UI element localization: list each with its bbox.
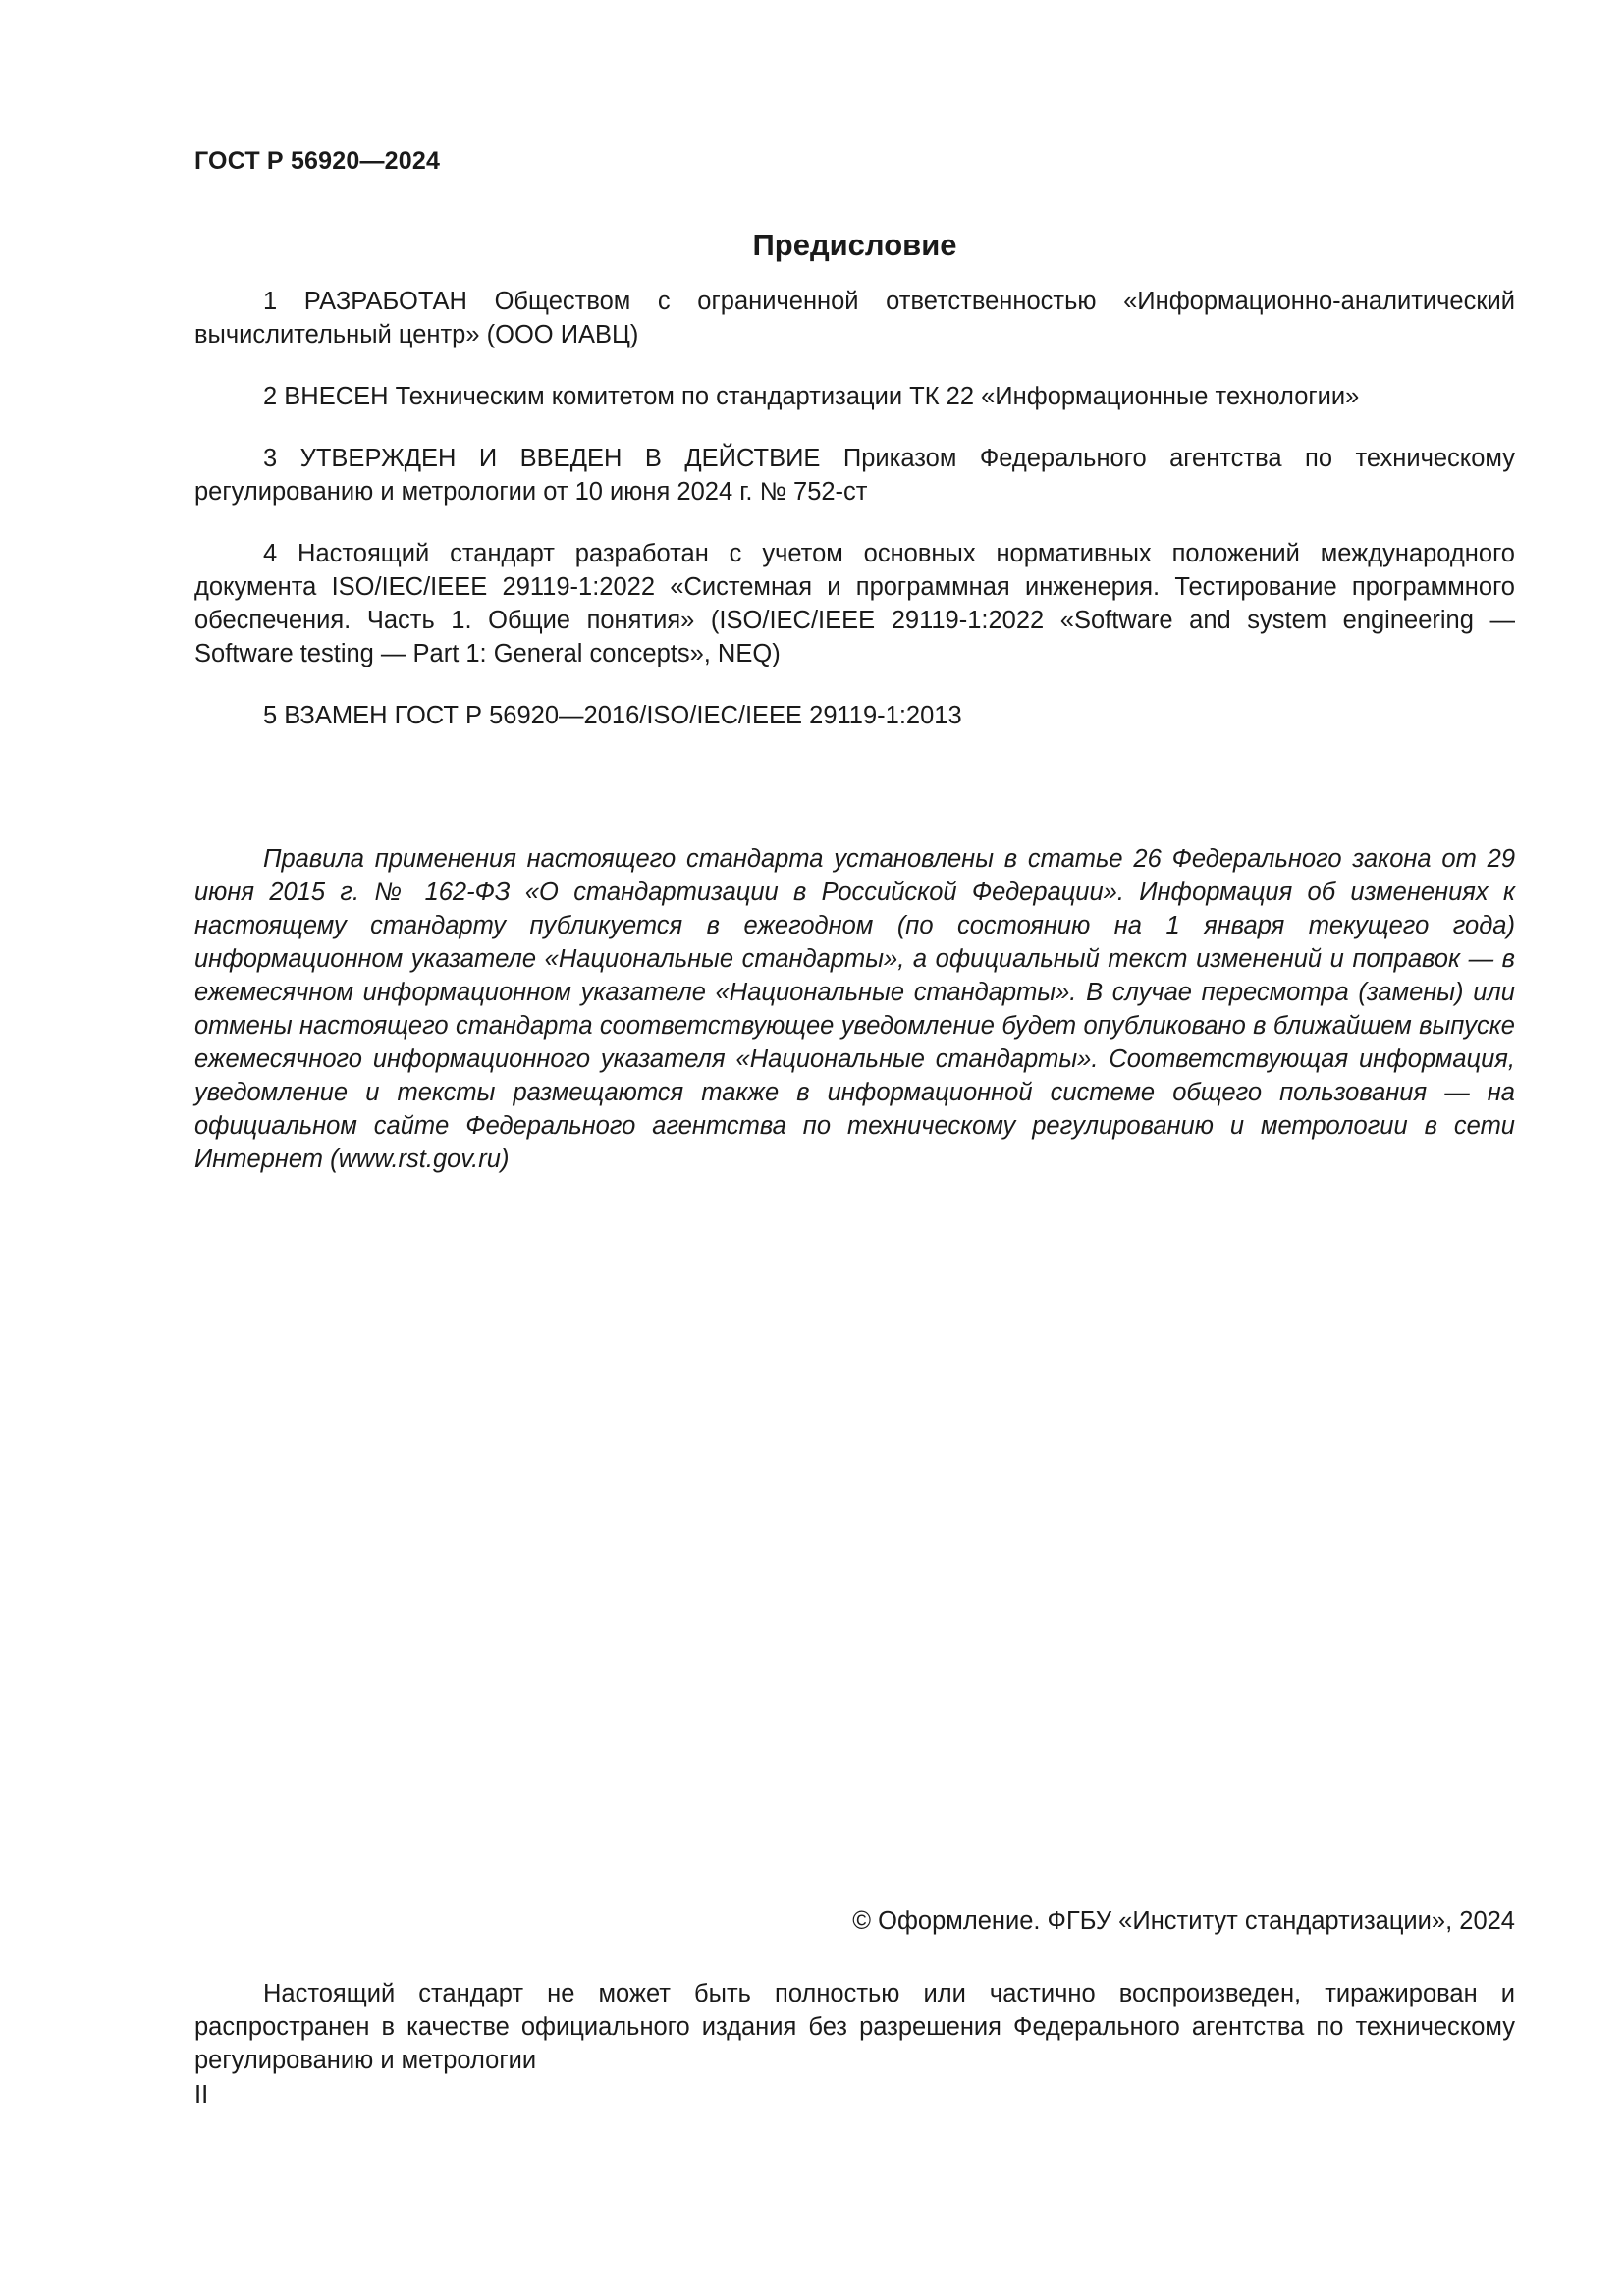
foreword-item-submitted: 2 ВНЕСЕН Техническим комитетом по стандартизации ТК 22 «Информационные технологии» <box>263 383 1360 410</box>
reprint-restriction-notice: Настоящий стандарт не может быть полностью или частично воспроизведен, тиражирован и распространен в качестве официального издания без разрешения Федерального агентства по техническому регулированию и метрологии <box>194 1980 1515 2074</box>
copyright-line: © Оформление. ФГБУ «Институт стандартизации», 2024 <box>852 1907 1515 1935</box>
foreword-content <box>194 285 1515 761</box>
foreword-item-approved: 3 УТВЕРЖДЕН И ВВЕДЕН В ДЕЙСТВИЕ Приказом Федерального агентства по техническому регулированию и метрологии от 10 июня 2024 г. № 752-ст <box>194 445 1515 506</box>
standard-code-header: ГОСТ Р 56920—2024 <box>194 147 441 175</box>
foreword-item-basis: 4 Настоящий стандарт разработан с учетом основных нормативных положений международного документа ISO/IEC/IEEE 29119-1:2022 «Системная и программная инженерия. Тестирование программного обеспечения. Часть 1. Общие понятия» (ISO/IEC/IEEE 29119-1:2022 «Software and system engineering — Software testing — Part 1: General concepts», NEQ) <box>194 540 1515 667</box>
page-title: Предисловие <box>752 228 957 262</box>
application-rules-notice: Правила применения настоящего стандарта установлены в статье 26 Федерального закона от 29 июня 2015 г. № 162-ФЗ «О стандартизации в Российской Федерации». Информация об изменениях к настоящему стандарту публикуется в ежегодном (по состоянию на 1 января текущего года) информационном указателе «Национальные стандарты», а официальный текст изменений и поправок — в ежемесячном информационном указателе «Национальные стандарты». В случае пересмотра (замены) или отмены настоящего стандарта соответствующее уведомление будет опубликовано в ближайшем выпуске ежемесячного информационного указателя «Национальные стандарты». Соответствующая информация, уведомление и тексты размещаются также в информационной системе общего пользования — на официальном сайте Федерального агентства по техническому регулированию и метрологии в сети Интернет (www.rst.gov.ru) <box>194 845 1515 1173</box>
page-number: II <box>194 2081 209 2109</box>
foreword-item-replaces: 5 ВЗАМЕН ГОСТ Р 56920—2016/ISO/IEC/IEEE 29119-1:2013 <box>263 702 962 729</box>
foreword-item-developed: 1 РАЗРАБОТАН Обществом с ограниченной ответственностью «Информационно-аналитический вычислительный центр» (ООО ИАВЦ) <box>194 288 1515 348</box>
